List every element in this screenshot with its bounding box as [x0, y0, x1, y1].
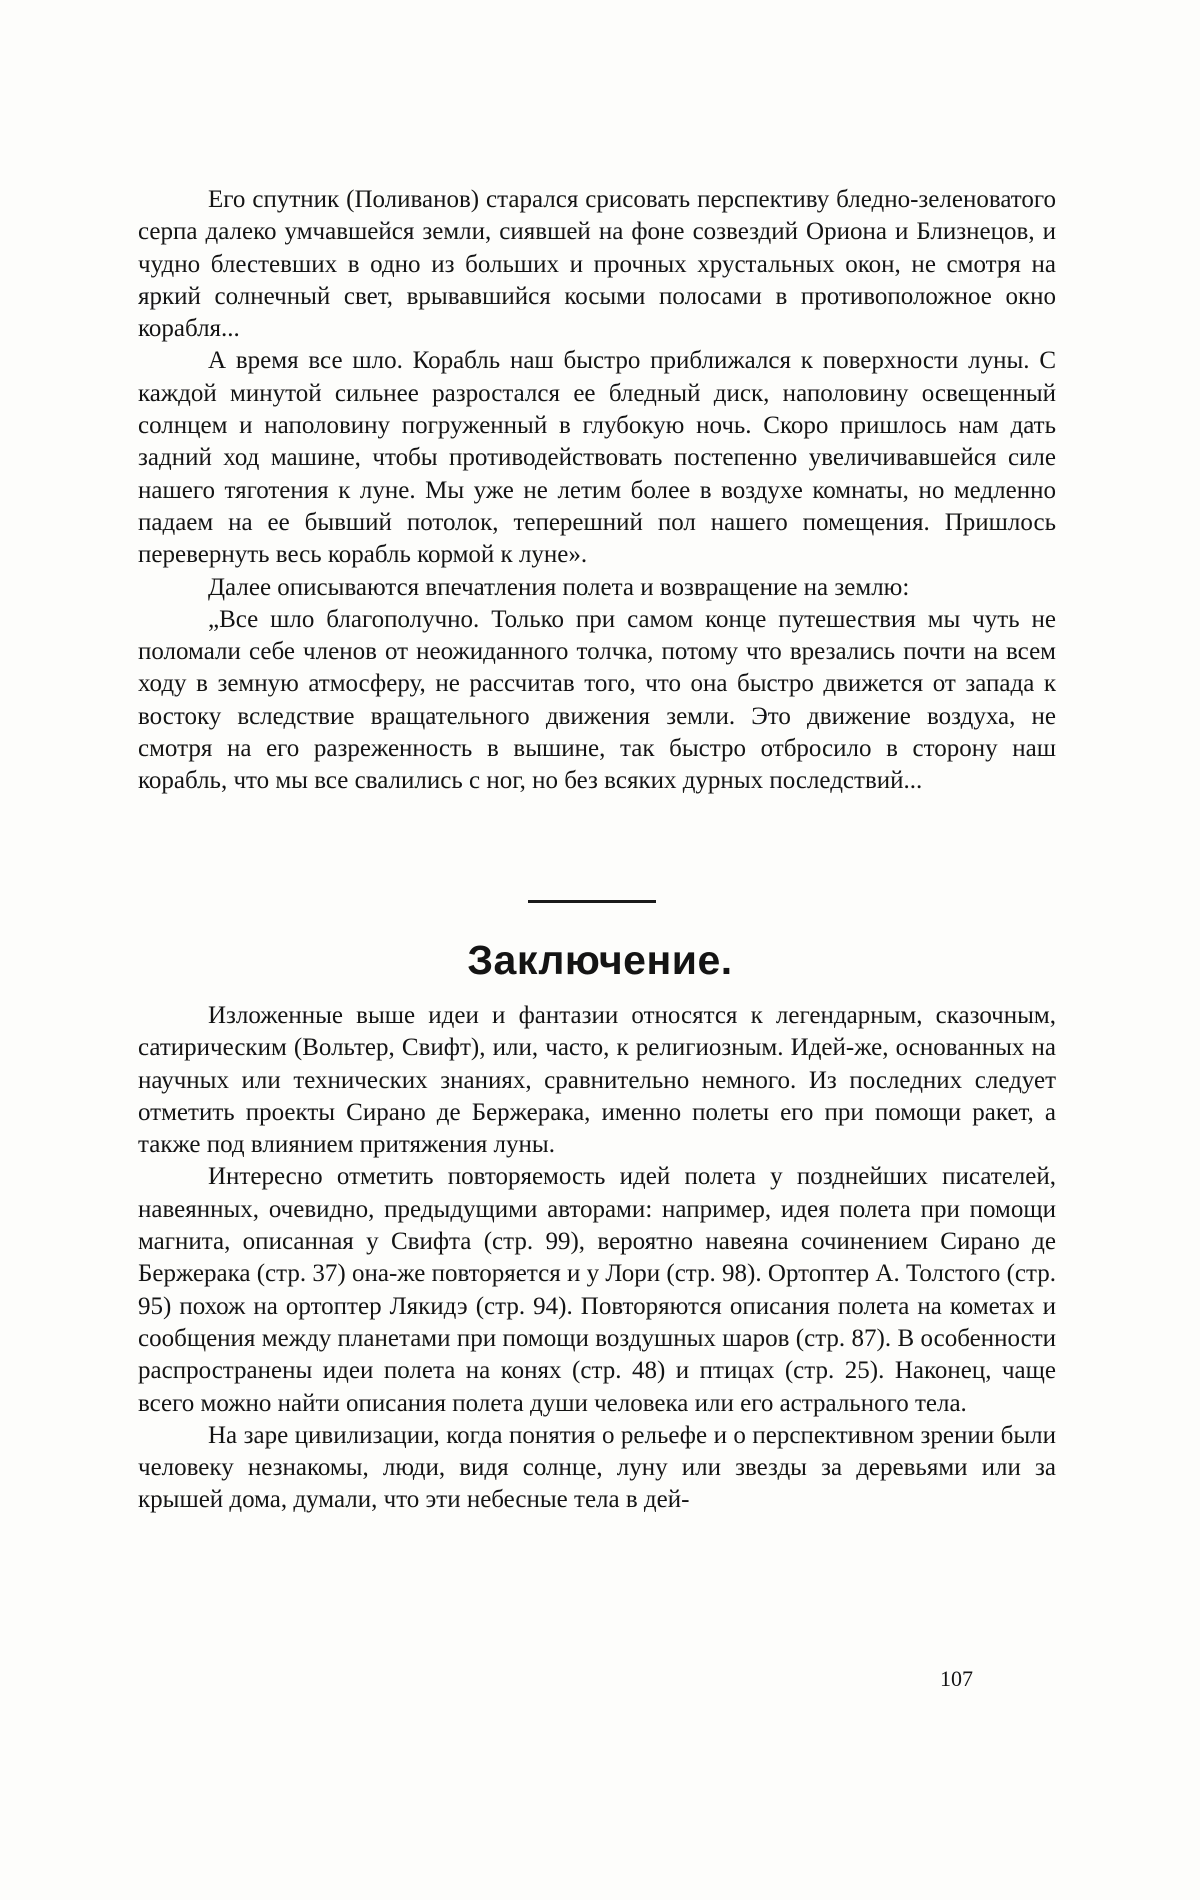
section-divider: [528, 900, 656, 903]
paragraph: Его спутник (Поливанов) старался срисовать перспективу бледно-зеленоватого серпа далеко умчавшейся земли, сиявшей на фоне созвездий Ориона и Близнецов, и чудно блестевших в одно из больших и прочных хрустальных окон, не смотря на яркий солнечный свет, врывавшийся косыми полосами в противоположное окно корабля...: [138, 186, 1056, 343]
body-text-bottom: [138, 1000, 1056, 1517]
paragraph: На заре цивилизации, когда понятия о рельефе и о перспективном зрении были человеку незнакомы, люди, видя солнце, луну или звезды за деревьями или за крышей дома, думали, что эти небесные тела в дей-: [138, 1421, 1056, 1514]
paragraph: Далее описываются впечатления полета и возвращение на землю:: [208, 573, 910, 601]
body-text-top: [138, 184, 1056, 798]
paragraph: А время все шло. Корабль наш быстро приближался к поверхности луны. С каждой минутой сильнее разростался ее бледный диск, наполовину освещенный солнцем и наполовину погруженный в глубокую ночь. Скоро пришлось нам дать задний ход машине, чтобы противодействовать постепенно увеличивавшейся силе нашего тяготения к луне. Мы уже не летим более в воздухе комнаты, но медленно падаем на ее бывший потолок, теперешний пол нашего помещения. Пришлось перевернуть весь корабль кормой к луне».: [138, 347, 1056, 569]
paragraph: „Все шло благополучно. Только при самом конце путешествия мы чуть не поломали себе членов от неожиданного толчка, потому что врезались почти на всем ходу в земную атмосферу, не рассчитав того, что она быстро движется от запада к востоку вследствие вращательного движения земли. Это движение воздуха, не смотря на его разреженность в вышине, так быстро отбросило в сторону наш корабль, что мы все свалились с ног, но без всяких дурных последствий...: [138, 605, 1056, 795]
paragraph: Изложенные выше идеи и фантазии относятся к легендарным, сказочным, сатирическим (Вольтер, Свифт), или, часто, к религиозным. Идей-же, основанных на научных или технических знаниях, сравнительно немного. Из последних следует отметить проекты Сирано де Бержерака, именно полеты его при помощи ракет, а также под влиянием притяжения луны.: [138, 1002, 1056, 1159]
section-heading: Заключение.: [467, 937, 733, 983]
page-number: 107: [940, 1666, 973, 1691]
paragraph: Интересно отметить повторяемость идей полета у позднейших писателей, навеянных, очевидно, предыдущими авторами: например, идея полета при помощи магнита, описанная у Свифта (стр. 99), вероятно навеяна сочинением Сирано де Бержерака (стр. 37) она-же повторяется и у Лори (стр. 98). Ортоптер А. Толстого (стр. 95) похож на ортоптер Лякидэ (стр. 94). Повторяются описания полета на кометах и сообщения между планетами при помощи воздушных шаров (стр. 87). В особенности распространены идеи полета на конях (стр. 48) и птицах (стр. 25). Наконец, чаще всего можно найти описания полета души человека или его астрального тела.: [138, 1163, 1056, 1417]
